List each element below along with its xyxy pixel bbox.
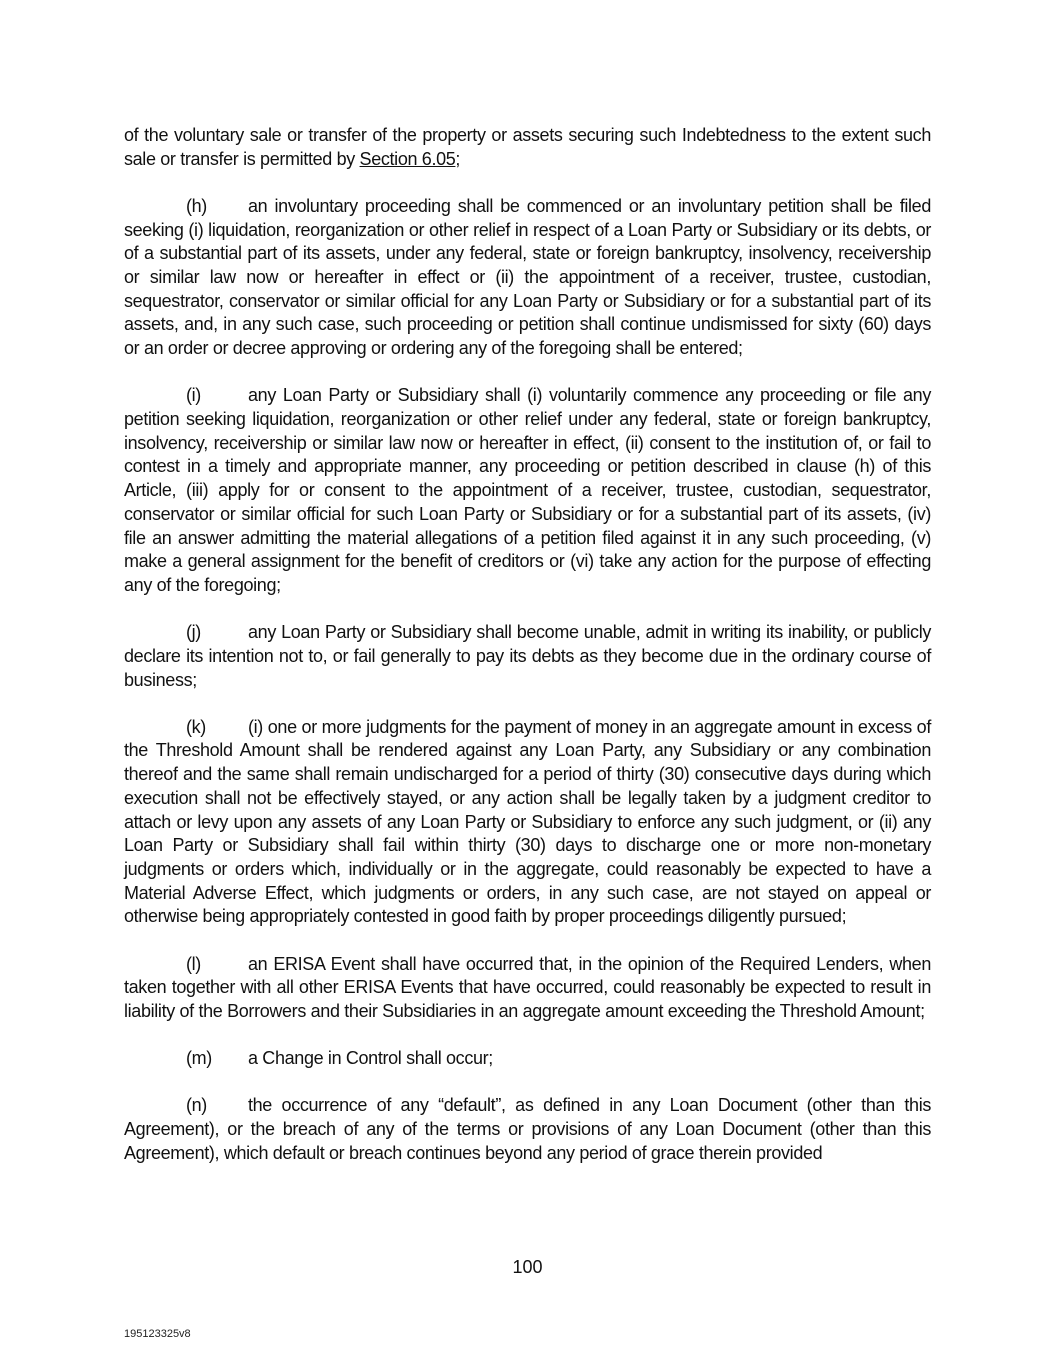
clause-label: (l) xyxy=(186,953,201,974)
clause-h xyxy=(124,195,931,361)
clause-text: an ERISA Event shall have occurred that, in the opinion of the Required Lenders, when taken together with all other ERISA Events that have occurred, could reasonably be expected to result in liability of the Borrowers and their Subsidiaries in an aggregate amount exceeding the Threshold Amount; xyxy=(124,953,931,1021)
clause-text: any Loan Party or Subsidiary shall (i) voluntarily commence any proceeding or file any petition seeking liquidation, reorganization or other relief under any federal, state or foreign bankruptcy, insolvency, receivership or similar law now or hereafter in effect, (ii) consent to the institution of, or fail to contest in a timely and appropriate manner, any proceeding or petition described in clause (h) of this Article, (iii) apply for or consent to the appointment of a receiver, trustee, custodian, sequestrator, conservator or similar official for such Loan Party or Subsidiary or for a substantial part of its assets, (iv) file an answer admitting the material allegations of a petition filed against it in any such proceeding, (v) make a general assignment for the benefit of creditors or (vi) take any action for the purpose of effecting any of the foregoing; xyxy=(124,385,931,595)
clause-label: (h) xyxy=(186,195,207,216)
intro-paragraph xyxy=(124,124,931,171)
clause-label: (k) xyxy=(186,716,206,737)
clause-label: (j) xyxy=(186,622,201,643)
clause-k xyxy=(124,716,931,929)
document-id: 195123325v8 xyxy=(124,1328,191,1340)
clause-m xyxy=(124,1047,931,1071)
page-number: 100 xyxy=(512,1257,543,1277)
clause-text: the occurrence of any “default”, as defined in any Loan Document (other than this Agreement), or the breach of any of the terms or provisions of any Loan Document (other than this Agreement), which default or breach continues beyond any period of grace therein provided xyxy=(124,1095,931,1163)
clause-label: (m) xyxy=(186,1048,212,1069)
clause-l xyxy=(124,953,931,1024)
clause-label: (n) xyxy=(186,1095,207,1116)
section-6-05-link[interactable]: Section 6.05 xyxy=(359,148,456,169)
clause-i xyxy=(124,384,931,597)
clause-n xyxy=(124,1094,931,1165)
clause-text: any Loan Party or Subsidiary shall become unable, admit in writing its inability, or publicly declare its intention not to, or fail generally to pay its debts as they become due in the ordinary course of business; xyxy=(124,622,931,690)
clause-text: an involuntary proceeding shall be commenced or an involuntary petition shall be filed seeking (i) liquidation, reorganization or other relief in respect of a Loan Party or Subsidiary or its debts, or of a substantial part of its assets, under any federal, state or foreign bankruptcy, insolvency, receivership or similar law now or hereafter in effect or (ii) the appointment of a receiver, trustee, custodian, sequestrator, conservator or similar official for any Loan Party or Subsidiary or for a substantial part of its assets, and, in any such case, such proceeding or petition shall continue undismissed for sixty (60) days or an order or decree approving or ordering any of the foregoing shall be entered; xyxy=(124,195,931,359)
clause-j xyxy=(124,621,931,692)
clause-label: (i) xyxy=(186,385,201,406)
intro-text: of the voluntary sale or transfer of the property or assets securing such Indebtedness to the extent such sale or transfer is permitted by xyxy=(124,125,931,169)
clause-text: (i) one or more judgments for the payment of money in an aggregate amount in excess of the Threshold Amount shall be rendered against any Loan Party, any Subsidiary or any combination thereof and the same shall remain undischarged for a period of thirty (30) consecutive days during which execution shall not be effectively stayed, or any action shall be legally taken by a judgment creditor to attach or levy upon any assets of any Loan Party or Subsidiary to enforce any such judgment, or (ii) any Loan Party or Subsidiary shall fail within thirty (30) days to discharge one or more non-monetary judgments or orders which, individually or in the aggregate, could reasonably be expected to have a Material Adverse Effect, which judgments or orders, in any such case, are not stayed on appeal or otherwise being appropriately contested in good faith by proper proceedings diligently pursued; xyxy=(124,716,931,927)
intro-text-end: ; xyxy=(455,148,461,169)
clause-text: a Change in Control shall occur; xyxy=(248,1048,493,1069)
document-body xyxy=(124,124,931,1189)
